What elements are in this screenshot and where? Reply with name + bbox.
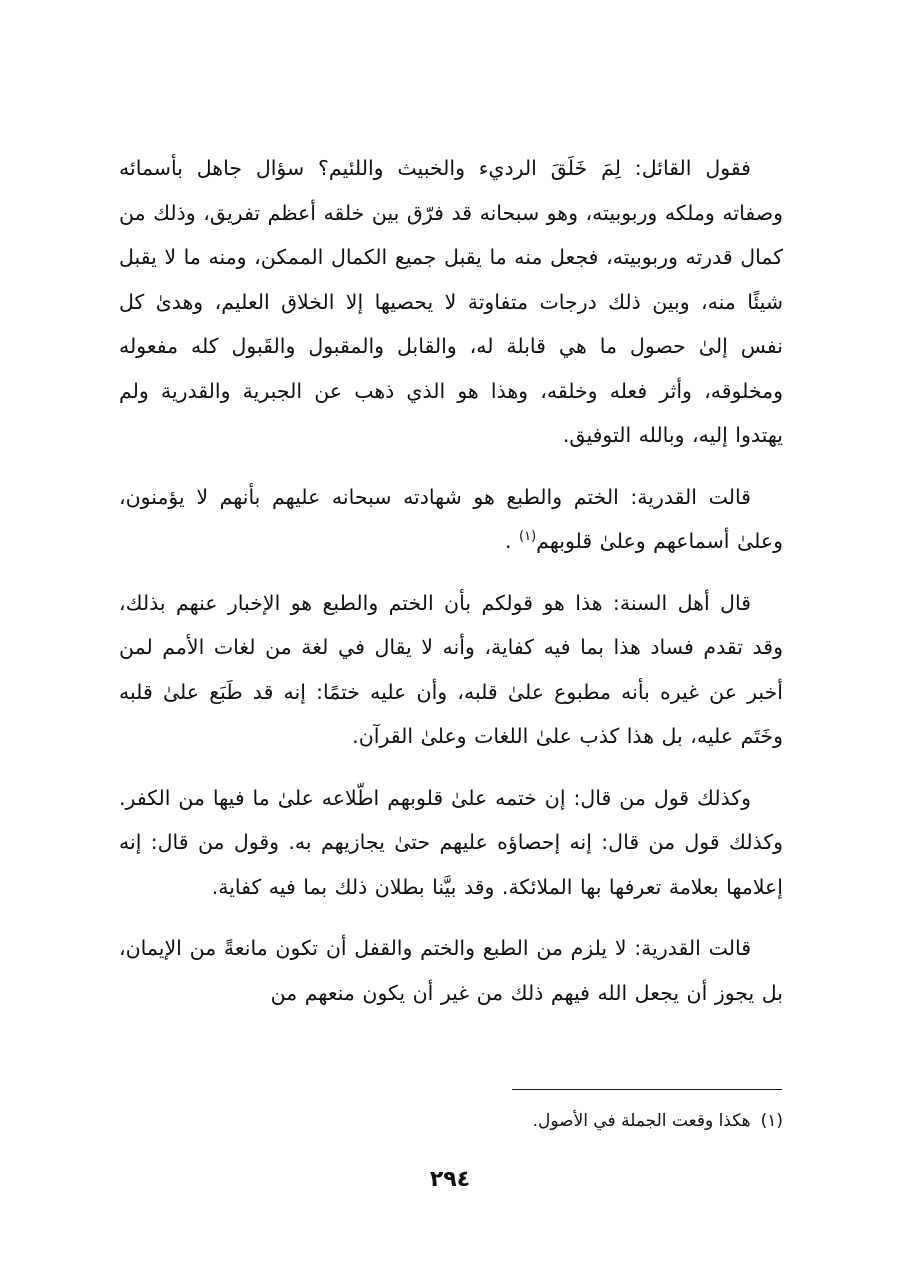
paragraph-1: فقول القائل: لِمَ خَلَقَ الرديء والخبيث واللئيم؟ سؤال جاهل بأسمائه وصفاته وملكه وربوبيته، وهو سبحانه قد فرّق بين خلقه أعظم تفريق، وذلك من كمال قدرته وربوبيته، فجعل منه ما يقبل جميع الكمال الممكن، ومنه ما لا يقبل شيئًا منه، وبين ذلك درجات متفاوتة لا يحصيها إلا الخلاق العليم، وهدىٰ كل نفس إلىٰ حصول ما هي قابلة له، والقابل والمقبول والقَبول كله مفعوله ومخلوقه، وأثر فعله وخلقه، وهذا هو الذي ذهب عن الجبرية والقدرية ولم يهتدوا إليه، وبالله التوفيق. xyxy=(119,156,783,447)
paragraph-2 xyxy=(119,475,783,564)
footnote-divider xyxy=(512,1089,782,1090)
paragraph-4: وكذلك قول من قال: إن ختمه علىٰ قلوبهم اطّلاعه علىٰ ما فيها من الكفر. وكذلك قول من قال: إنه إحصاؤه عليهم حتىٰ يجازيهم به. وقول من قال: إنه إعلامها بعلامة تعرفها بها الملائكة. وقد بيَّنا بطلان ذلك بما فيه كفاية. xyxy=(119,785,783,899)
footnote-text: هكذا وقعت الجملة في الأصول. xyxy=(532,1111,751,1131)
paragraph-2-tail: . xyxy=(504,529,520,553)
page-number: ٢٩٤ xyxy=(429,1167,471,1192)
main-text xyxy=(119,146,783,1032)
footnote xyxy=(119,1106,783,1136)
footnote-number: (١) xyxy=(760,1111,783,1131)
paragraph-5: قالت القدرية: لا يلزم من الطبع والختم والقفل أن تكون مانعةً من الإيمان، بل يجوز أن يجعل الله فيهم ذلك من غير أن يكون منعهم من xyxy=(119,936,783,1005)
footnote-reference: (١) xyxy=(519,529,537,545)
paragraph-3: قال أهل السنة: هذا هو قولكم بأن الختم والطبع هو الإخبار عنهم بذلك، وقد تقدم فساد هذا بما فيه كفاية، وأنه لا يقال في لغة من لغات الأمم لمن أخبر عن غيره بأنه مطبوع علىٰ قلبه، وأن عليه ختمًا: إنه قد طَبَع علىٰ قلبه وخَتَم عليه، بل هذا كذب علىٰ اللغات وعلىٰ القرآن. xyxy=(119,590,783,748)
paragraph-2-text: قالت القدرية: الختم والطبع هو شهادته سبحانه عليهم بأنهم لا يؤمنون، وعلىٰ أسماعهم وعلىٰ قلوبهم xyxy=(119,484,783,553)
